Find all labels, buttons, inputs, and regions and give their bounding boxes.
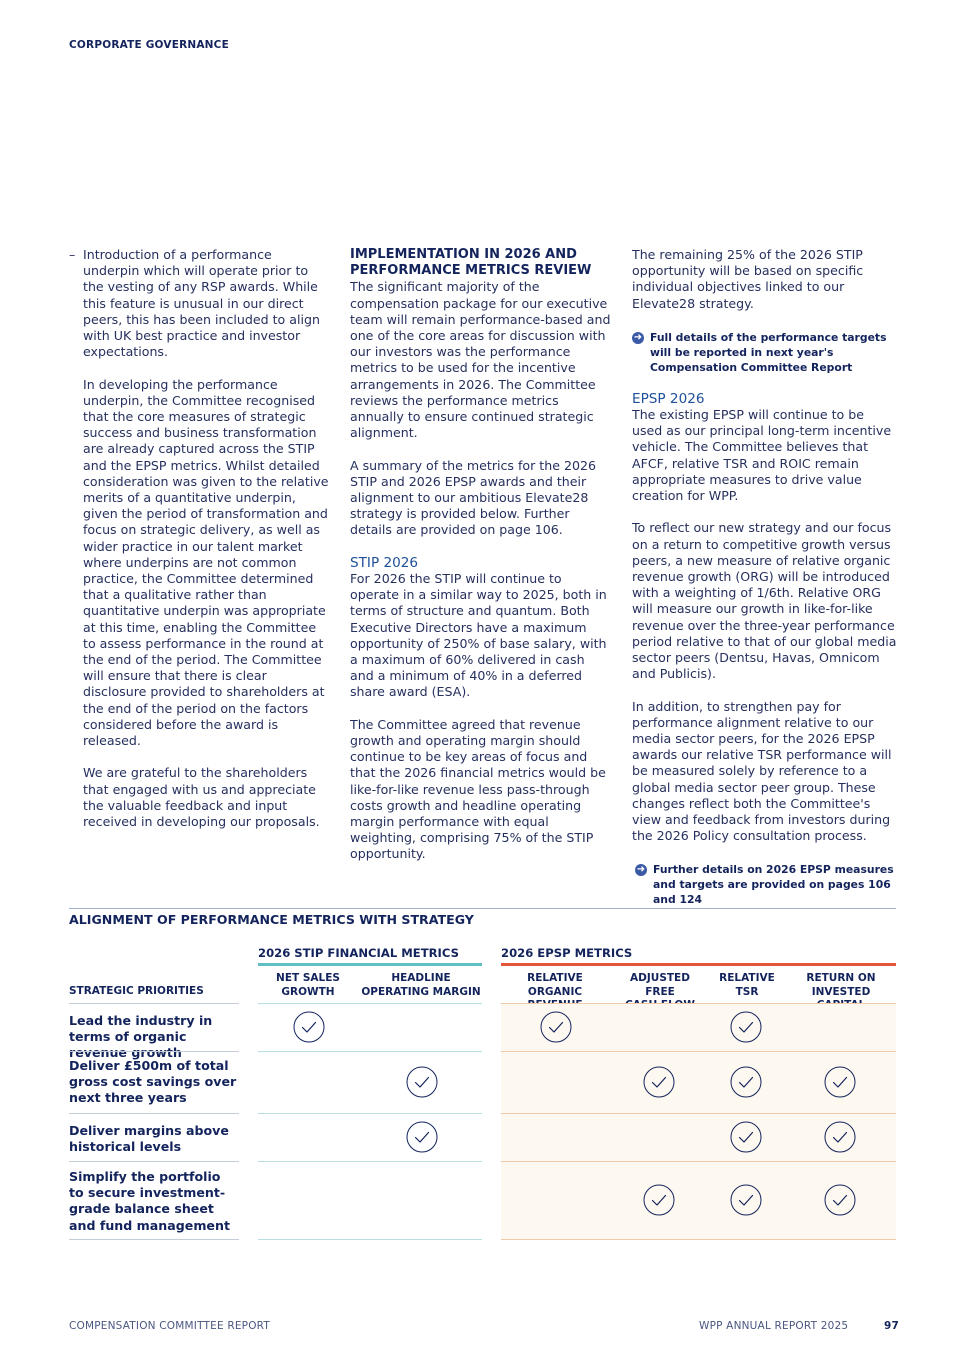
- row-divider: [258, 1051, 482, 1052]
- cross-reference-note: [632, 862, 898, 907]
- note-text: Further details on 2026 EPSP measures and targets are provided on pages 106 and 124: [653, 863, 894, 907]
- epsp-accent-bar: [501, 963, 896, 966]
- check-circle-icon: [730, 1011, 762, 1043]
- check-circle-icon: [406, 1121, 438, 1153]
- section-label: CORPORATE GOVERNANCE: [69, 39, 229, 51]
- check-circle-icon: [643, 1184, 675, 1216]
- check-circle-icon: [730, 1121, 762, 1153]
- paragraph: A summary of the metrics for the 2026 STIP and 2026 EPSP awards and their alignment to our ambitious Elevate28 strategy is provided below. Further details are provided on page 106.: [350, 457, 597, 538]
- stip-group-header: 2026 STIP FINANCIAL METRICS: [258, 946, 459, 960]
- subheading-stip: STIP 2026: [350, 554, 419, 571]
- row-divider: [69, 1113, 239, 1114]
- section-heading: IMPLEMENTATION IN 2026 AND PERFORMANCE METRICS REVIEW: [350, 247, 592, 279]
- column-header-line: GROWTH: [281, 985, 335, 998]
- arrow-right-circle-icon: ➜: [636, 864, 646, 876]
- column-header-net-sales-growth: [263, 972, 353, 999]
- check-circle-icon: [730, 1184, 762, 1216]
- text-column-2: [350, 247, 612, 863]
- priority-row-3: Deliver margins above historical levels: [69, 1123, 229, 1155]
- paragraph: In developing the performance underpin, the Committee recognised that the core measures of strategic success and business transformation are already captured across the STIP and the EPSP metrics. Whilst detailed consideration was given to the relative merits of a quantitative underpin, given the period of transformation and focus on strategic delivery, as well as wider practice in our talent market where underpins are not common practice, the Committee determined that a qualitative rather than quantitative underpin was appropriate at this time, enabling the Committee to assess performance in the round at the end of the period. The Committee will ensure that there is clear disclosure provided to shareholders at the end of the period on the factors considered before the award is released.: [83, 376, 329, 749]
- footer-section: COMPENSATION COMMITTEE REPORT: [69, 1320, 271, 1332]
- column-header-line: RELATIVE ORGANIC: [527, 972, 583, 998]
- row-divider: [501, 1051, 896, 1052]
- check-circle-icon: [406, 1066, 438, 1098]
- row-divider: [69, 1051, 239, 1052]
- column-header-line: RELATIVE: [719, 972, 775, 984]
- priority-row-4: Simplify the portfolio to secure investment-grade balance sheet and fund management: [69, 1169, 230, 1233]
- subheading-epsp: EPSP 2026: [632, 390, 705, 407]
- check-circle-icon: [730, 1066, 762, 1098]
- column-header-headline-operating-margin: [360, 972, 482, 999]
- text-column-1: [69, 247, 331, 830]
- priority-row-1: Lead the industry in terms of organic revenue growth: [69, 1013, 213, 1061]
- check-circle-icon: [824, 1121, 856, 1153]
- column-header-line: HEADLINE: [391, 972, 451, 984]
- priority-row-2: Deliver £500m of total gross cost savings over next three years: [69, 1058, 237, 1106]
- column-header-relative-tsr: [712, 972, 782, 999]
- check-circle-icon: [643, 1066, 675, 1098]
- row-divider: [258, 1239, 482, 1240]
- row-divider: [501, 1161, 896, 1162]
- paragraph: For 2026 the STIP will continue to operate in a similar way to 2025, both in terms of structure and quantum. Both Executive Directors have a maximum opportunity of 250% of base salary, with a maximum of 60% delivered in cash and a minimum of 40% in a deferred share award (ESA).: [350, 571, 607, 700]
- note-text: Full details of the performance targets will be reported in next year's Compensation Committee Report: [650, 330, 887, 374]
- arrow-right-circle-icon: ➜: [633, 331, 643, 343]
- column-header-line: ADJUSTED FREE: [630, 972, 690, 998]
- column-header-line: TSR: [735, 985, 759, 998]
- paragraph: The significant majority of the compensation package for our executive team will remain performance-based and one of the core areas for discussion with our investors was the performance metrics to be used for the incentive arrangements in 2026. The Committee reviews the performance metrics annually to ensure continued strategic alignment.: [350, 279, 611, 441]
- epsp-group-header: 2026 EPSP METRICS: [501, 946, 633, 960]
- page-number: 97: [884, 1320, 900, 1332]
- cross-reference-note: [632, 330, 898, 375]
- check-circle-icon: [540, 1011, 572, 1043]
- check-circle-icon: [293, 1011, 325, 1043]
- paragraph: The Committee agreed that revenue growth and operating margin should continue to be key areas of focus and that the 2026 financial metrics would be like-for-like revenue less pass-through costs growth and headline operating margin performance with equal weighting, comprising 75% of the STIP opportunity.: [350, 716, 606, 862]
- column-header-line: RETURN ON: [806, 972, 876, 984]
- bullet-text: Introduction of a performance underpin which will operate prior to the vesting of any RSP awards. While this feature is unusual in our direct peers, this has been included to align with UK best practice and investor expectations.: [83, 247, 320, 360]
- paragraph: We are grateful to the shareholders that engaged with us and appreciate the valuable feedback and input received in developing our proposals.: [83, 765, 320, 830]
- strategic-priorities-header: STRATEGIC PRIORITIES: [69, 985, 204, 997]
- column-header-line: NET SALES: [276, 972, 340, 984]
- row-divider: [69, 1003, 239, 1004]
- row-divider: [501, 1239, 896, 1240]
- column-header-line: OPERATING MARGIN: [361, 985, 481, 998]
- row-divider: [69, 1239, 239, 1240]
- row-divider: [258, 1161, 482, 1162]
- text-column-3: [632, 247, 898, 907]
- paragraph: To reflect our new strategy and our focus on a return to competitive growth versus peers, a new measure of relative organic revenue growth (ORG) will be introduced with a weighting of 1/6th. Relative ORG will measure our growth in like-for-like revenue over the three-year performance period relative to that of our global media sector peers (Dentsu, Havas, Omnicom and Publicis).: [632, 520, 897, 682]
- table-top-rule: [69, 908, 896, 909]
- paragraph: The remaining 25% of the 2026 STIP opportunity will be based on specific individual objectives linked to our Elevate28 strategy.: [632, 247, 864, 311]
- column-header-line: INVESTED: [811, 985, 871, 998]
- row-divider: [258, 1113, 482, 1114]
- paragraph: The existing EPSP will continue to be used as our principal long-term incentive vehicle. The Committee believes that AFCF, relative TSR and ROIC remain appropriate measures to drive value creation for WPP.: [632, 407, 892, 504]
- table-title: ALIGNMENT OF PERFORMANCE METRICS WITH STRATEGY: [69, 912, 474, 927]
- stip-accent-bar: [258, 963, 482, 966]
- row-divider: [501, 1003, 896, 1004]
- paragraph: In addition, to strengthen pay for performance alignment relative to our media sector peers, for the 2026 EPSP awards our relative TSR performance will be measured solely by reference to a global media sector peer group. These changes reflect both the Committee's view and feedback from investors during the 2026 Policy consultation process.: [632, 698, 892, 844]
- bullet-dash: –: [69, 247, 76, 262]
- check-circle-icon: [824, 1066, 856, 1098]
- check-circle-icon: [824, 1184, 856, 1216]
- stip-columns-background: [258, 1003, 482, 1240]
- footer-report-title: WPP ANNUAL REPORT 2025: [699, 1320, 849, 1332]
- row-divider: [501, 1113, 896, 1114]
- row-divider: [69, 1161, 239, 1162]
- row-divider: [258, 1003, 482, 1004]
